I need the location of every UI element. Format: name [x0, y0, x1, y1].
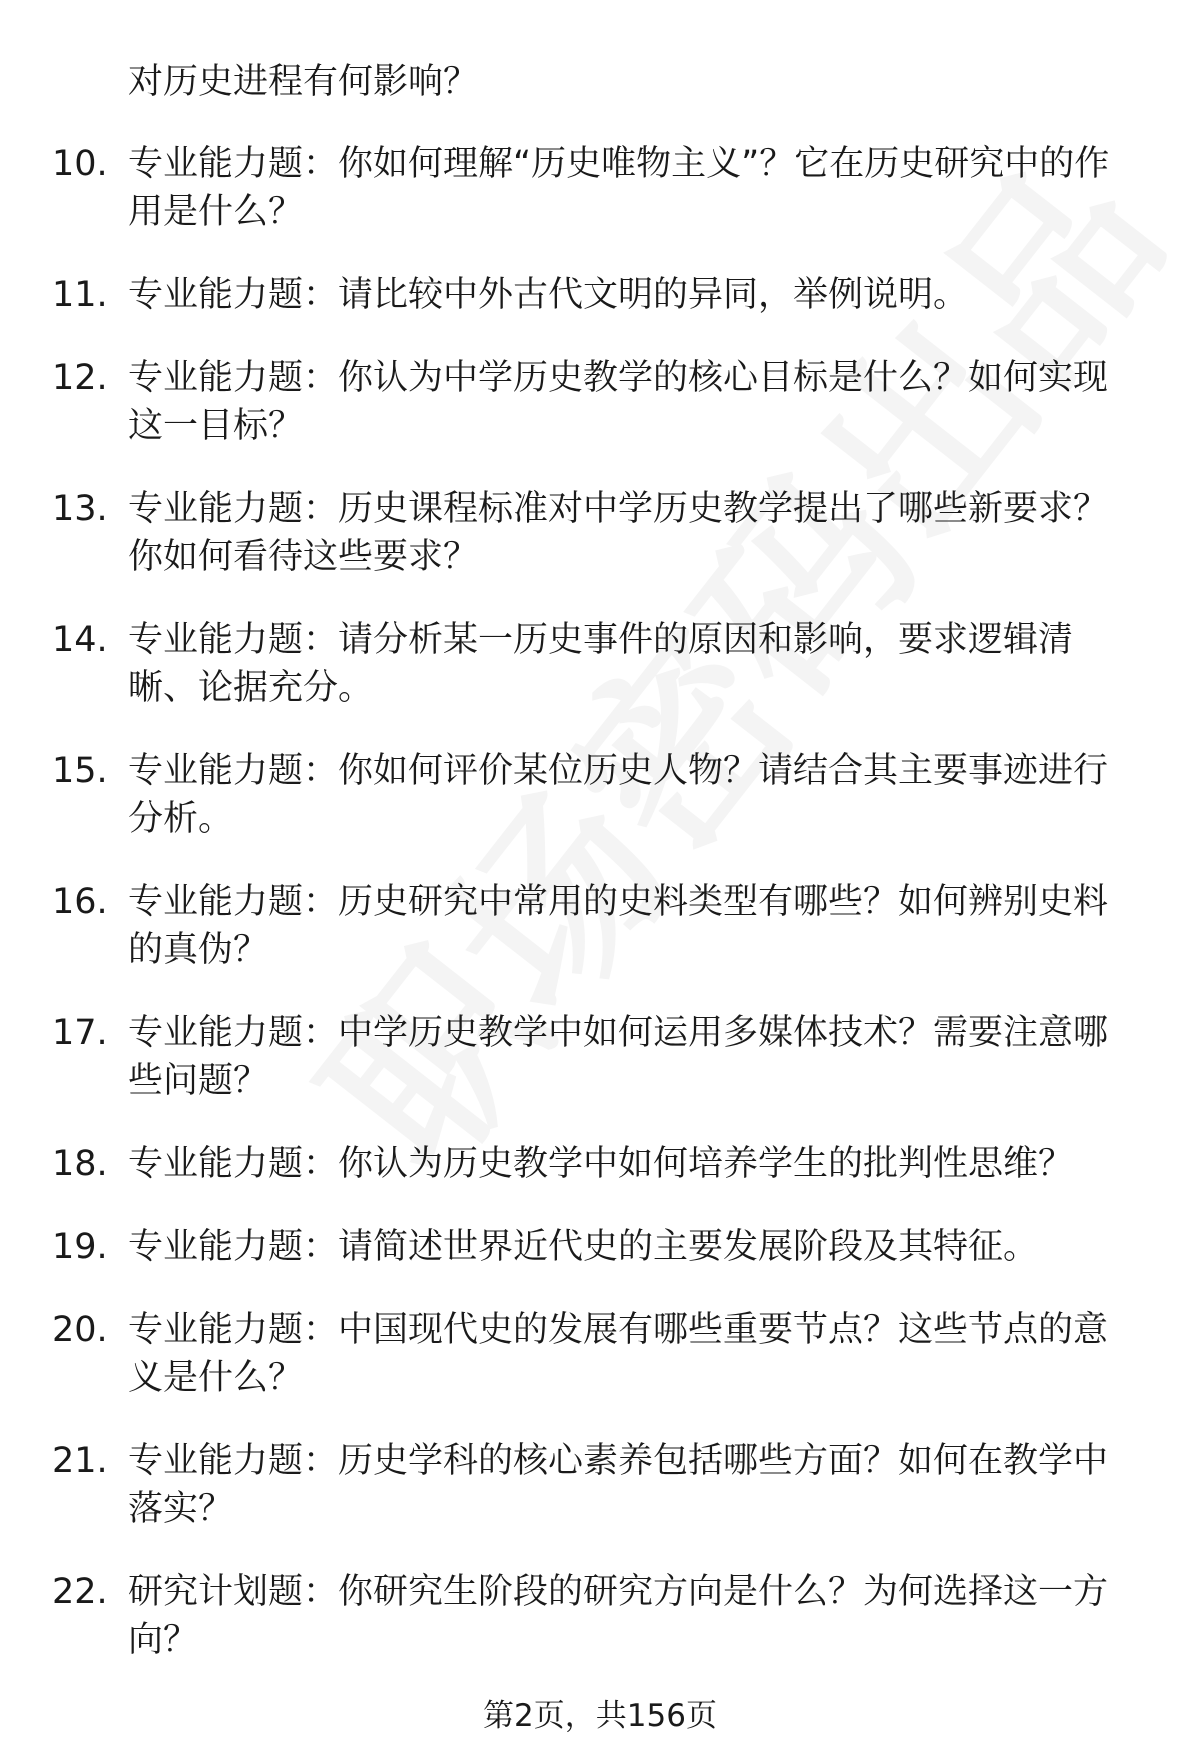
- list-item: [0, 1223, 1200, 1271]
- question-number: 10.: [52, 144, 108, 184]
- list-item: [0, 878, 1200, 974]
- page-footer: 第2页，共156页: [483, 1698, 717, 1734]
- question-text: 专业能力题：你认为历史教学中如何培养学生的批判性思维？: [128, 1144, 1074, 1184]
- question-text: 专业能力题：历史学科的核心素养包括哪些方面？如何在教学中落实？: [128, 1441, 1109, 1529]
- list-item: [0, 1140, 1200, 1188]
- list-item: [0, 1306, 1200, 1402]
- list-item: [0, 271, 1200, 319]
- question-number: 18.: [52, 1144, 108, 1184]
- list-item: [0, 1009, 1200, 1105]
- question-number: 14.: [52, 620, 108, 660]
- question-text: 专业能力题：请简述世界近代史的主要发展阶段及其特征。: [128, 1227, 1039, 1267]
- question-number: 20.: [52, 1310, 108, 1350]
- question-number: 15.: [52, 751, 108, 791]
- list-item: [0, 1437, 1200, 1533]
- question-number: 11.: [52, 275, 108, 315]
- question-text: 专业能力题：你如何评价某位历史人物？请结合其主要事迹进行分析。: [128, 751, 1109, 839]
- list-item: [0, 354, 1200, 450]
- question-number: 17.: [52, 1013, 108, 1053]
- list-item: [0, 1568, 1200, 1664]
- question-number: 21.: [52, 1441, 108, 1481]
- question-list: [0, 140, 1200, 1699]
- list-item: [0, 747, 1200, 843]
- question-text: 专业能力题：你认为中学历史教学的核心目标是什么？如何实现这一目标？: [128, 358, 1109, 446]
- question-text: 专业能力题：历史课程标准对中学历史教学提出了哪些新要求？你如何看待这些要求？: [128, 489, 1109, 577]
- question-text: 专业能力题：请比较中外古代文明的异同，举例说明。: [128, 275, 969, 315]
- question-number: 19.: [52, 1227, 108, 1267]
- question-number: 12.: [52, 358, 108, 398]
- question-text: 专业能力题：你如何理解“历史唯物主义”？它在历史研究中的作用是什么？: [128, 144, 1110, 232]
- question-text: 研究计划题：你研究生阶段的研究方向是什么？为何选择这一方向？: [128, 1572, 1109, 1660]
- question-continuation: 对历史进程有何影响？: [128, 62, 479, 102]
- question-text: 专业能力题：请分析某一历史事件的原因和影响，要求逻辑清晰、论据充分。: [128, 620, 1074, 708]
- question-text: 专业能力题：中学历史教学中如何运用多媒体技术？需要注意哪些问题？: [128, 1013, 1109, 1101]
- question-number: 16.: [52, 882, 108, 922]
- list-item: [0, 140, 1200, 236]
- list-item: [0, 616, 1200, 712]
- question-number: 13.: [52, 489, 108, 529]
- question-text: 专业能力题：历史研究中常用的史料类型有哪些？如何辨别史料的真伪？: [128, 882, 1109, 970]
- question-number: 22.: [52, 1572, 108, 1612]
- list-item: [0, 485, 1200, 581]
- question-text: 专业能力题：中国现代史的发展有哪些重要节点？这些节点的意义是什么？: [128, 1310, 1109, 1398]
